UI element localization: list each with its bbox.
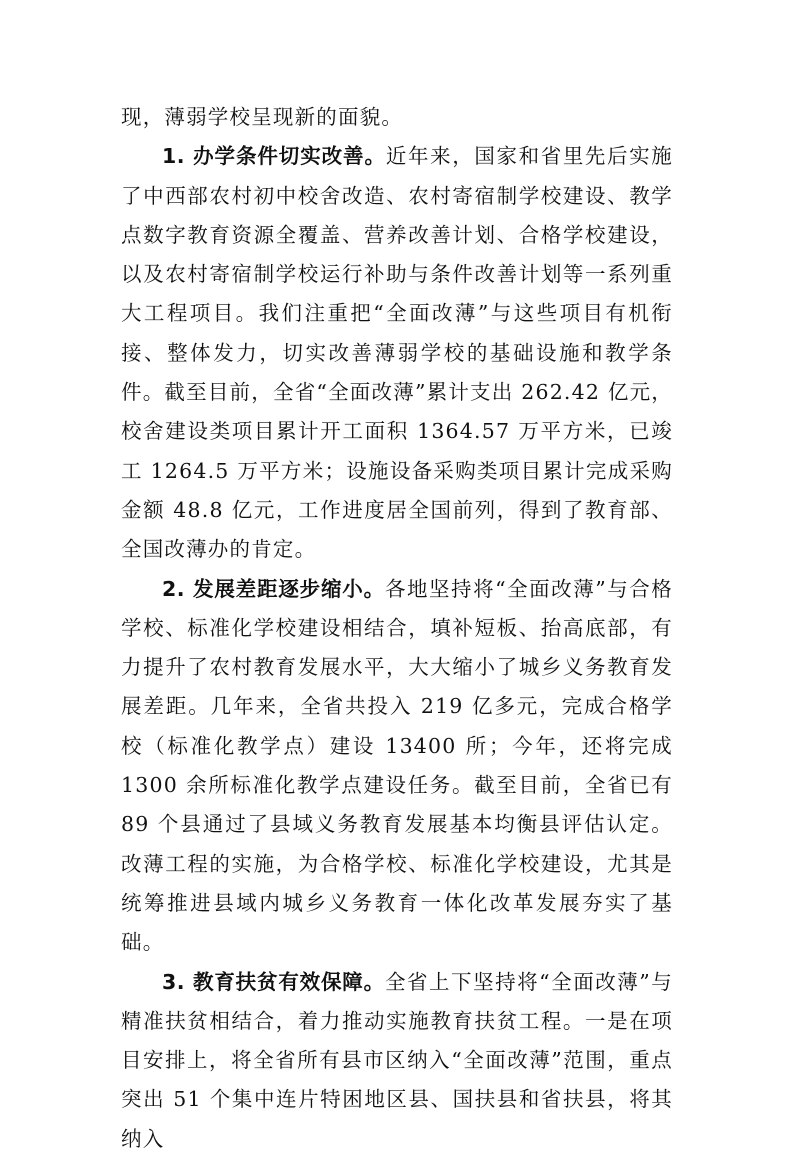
section-heading-3: 3. 教育扶贫有效保障。 [162, 969, 385, 994]
paragraph-body: 现，薄弱学校呈现新的面貌。 [121, 105, 404, 129]
paragraph-section-3 [121, 963, 673, 1159]
paragraph-body: 各地坚持将“全面改薄”与合格学校、标准化学校建设相结合，填补短板、抬高底部，有力提升了农村教育发展水平，大大缩小了城乡义务教育发展差距。几年来，全省共投入 219 亿多元，完成合格学校（标准化教学点）建设 13400 所；今年，还将完成 1300 余所标准化教学点建设任务。截至目前，全省已有 89 个县通过了县域义务教育发展基本均衡县评估认定。改薄工程的实施，为合格学校、标准化学校建设，尤其是统筹推进县域内城乡义务教育一体化改革发展夯实了基础。 [121, 576, 673, 955]
document-page [121, 98, 673, 1159]
section-heading-2: 2. 发展差距逐步缩小。 [162, 576, 385, 601]
paragraph-body: 近年来，国家和省里先后实施了中西部农村初中校舍改造、农村寄宿制学校建设、教学点数字教育资源全覆盖、营养改善计划、合格学校建设，以及农村寄宿制学校运行补助与条件改善计划等一系列重大工程项目。我们注重把“全面改薄”与这些项目有机衔接、整体发力，切实改善薄弱学校的基础设施和教学条件。截至目前，全省“全面改薄”累计支出 262.42 亿元，校舍建设类项目累计开工面积 1364.57 万平方米，已竣工 1264.5 万平方米；设施设备采购类项目累计完成采购金额 48.8 亿元，工作进度居全国前列，得到了教育部、全国改薄办的肯定。 [121, 144, 673, 562]
paragraph-section-1 [121, 137, 673, 569]
paragraph-section-2 [121, 570, 673, 963]
section-heading-1: 1. 办学条件切实改善。 [162, 144, 386, 169]
paragraph-continuation [121, 98, 673, 137]
paragraph-body: 全省上下坚持将“全面改薄”与精准扶贫相结合，着力推动实施教育扶贫工程。一是在项目安排上，将全省所有县市区纳入“全面改薄”范围，重点突出 51 个集中连片特困地区县、国扶县和省扶县，将其纳入 [121, 969, 673, 1151]
